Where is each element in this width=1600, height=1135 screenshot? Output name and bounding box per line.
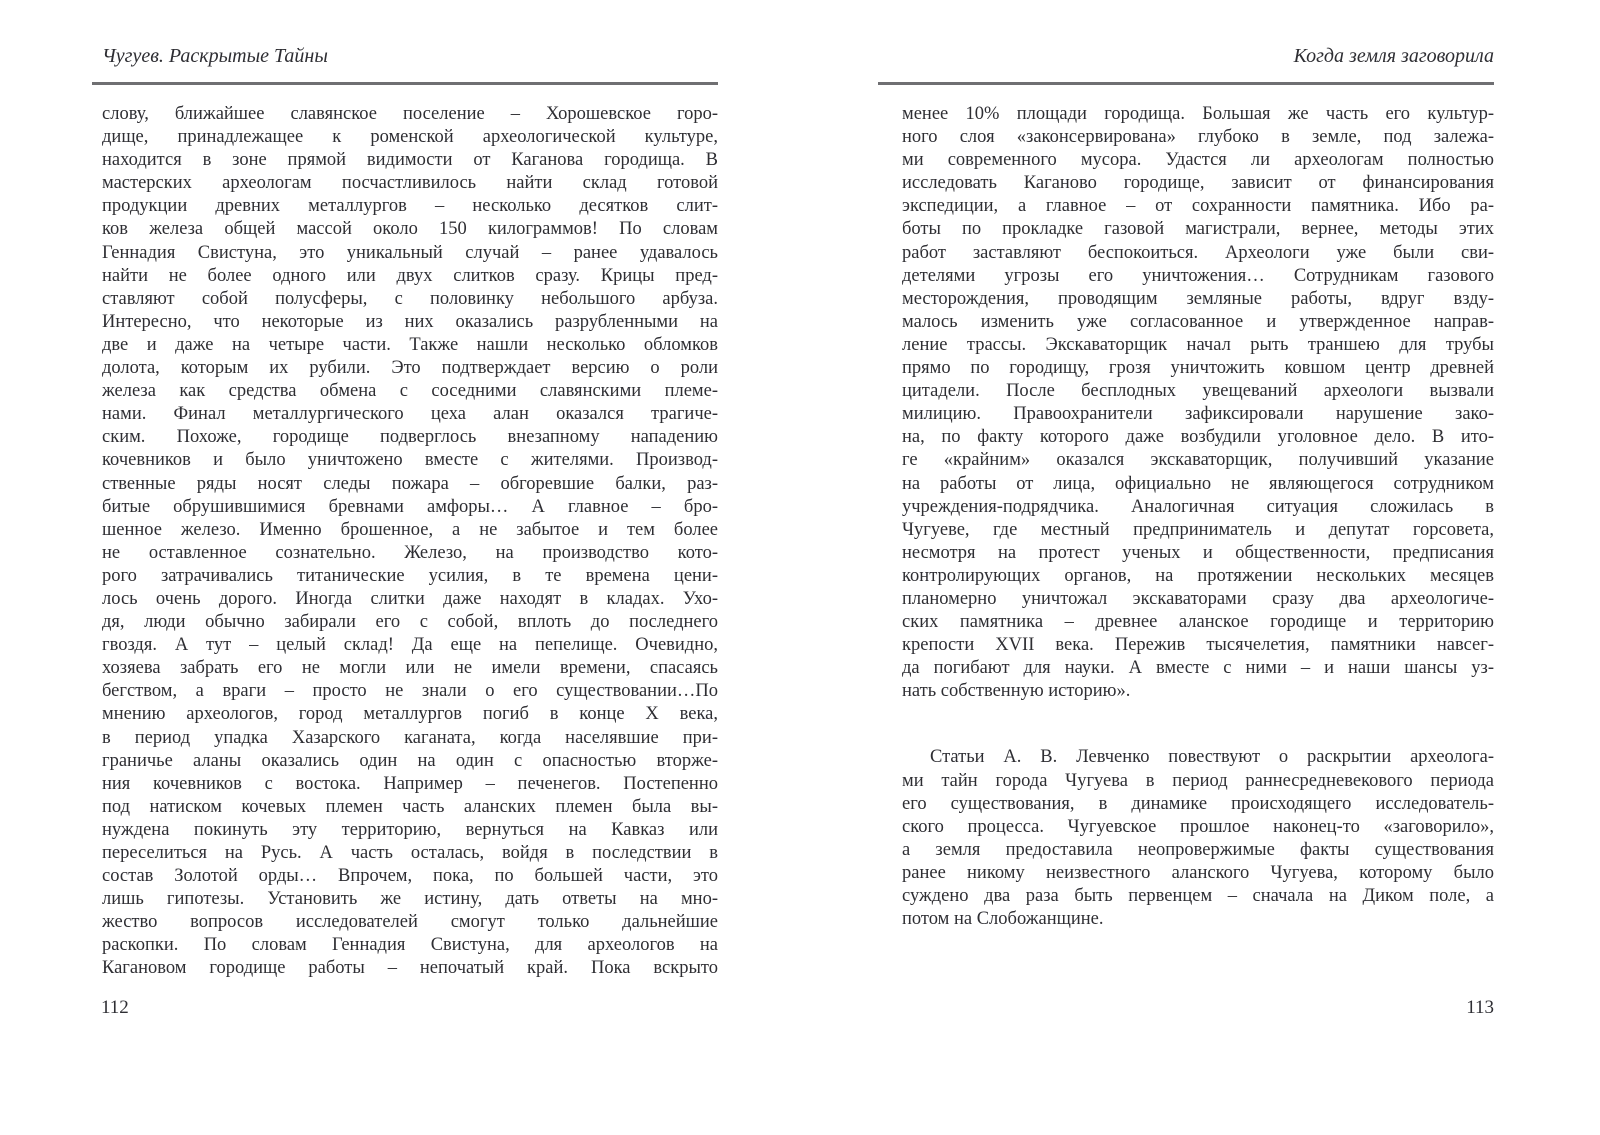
page-right-paragraph-1	[902, 103, 1494, 703]
text-line: исследовать Каганово городище, зависит от финансирования	[902, 173, 1494, 194]
text-line: мнению археологов, город металлургов погиб в конце X века,	[102, 704, 718, 725]
text-line: раскопки. По словам Геннадия Свистуна, для археологов на	[102, 935, 718, 956]
header-rule-left	[92, 82, 718, 85]
text-line: Чугуеве, где местный предприниматель и депутат горсовета,	[902, 519, 1494, 540]
text-line: не оставленное сознательно. Железо, на производство кото-	[102, 542, 718, 563]
text-line: долота, которым их рубили. Это подтверждает версию о роли	[102, 358, 718, 379]
text-line: малось изменить уже согласованное и утвержденное направ-	[902, 311, 1494, 332]
text-line: ских памятника – древнее аланское городище и территорию	[902, 612, 1494, 633]
text-line: ление трассы. Экскаваторщик начал рыть траншею для трубы	[902, 334, 1494, 355]
text-line: потом на Слобожанщине.	[902, 909, 1104, 930]
text-line: мастерских археологам посчастливилось найти склад готовой	[102, 173, 718, 194]
text-line: ми современного мусора. Удастся ли археологам полностью	[902, 150, 1494, 171]
text-line: под натиском кочевых племен часть аланских племен была вы-	[102, 796, 718, 817]
text-line: а земля предоставила неопровержимые факты существования	[902, 839, 1494, 860]
text-line: переселиться на Русь. А часть осталась, войдя в последствии в	[102, 843, 718, 863]
text-line: нуждена покинуть эту территорию, вернуться на Кавказ или	[102, 819, 718, 840]
text-line: шенное железо. Именно брошенное, а не забытое и тем более	[102, 519, 718, 540]
page-right-paragraph-2	[902, 746, 1494, 931]
page-right-body-text	[902, 103, 1494, 931]
text-line: дя, люди обычно забирали его с собой, вплоть до последнего	[102, 612, 718, 633]
text-line: Кагановом городище работы – непочатый край. Пока вскрыто	[102, 958, 718, 979]
text-line: ния кочевников с востока. Например – печенегов. Постепенно	[102, 773, 718, 794]
text-line: граничье аланы оказались один на один с опасностью вторже-	[102, 750, 718, 771]
text-line: ским. Похоже, городище подверглось внезапному нападению	[102, 427, 718, 448]
text-line: рого затрачивались титанические усилия, в те времена цени-	[102, 565, 718, 586]
text-line: месторождения, проводящим земляные работы, вдруг взду-	[902, 288, 1494, 309]
text-line: найти не более одного или двух слитков сразу. Крицы пред-	[102, 265, 718, 286]
text-line: на, по факту которого даже возбудили уголовное дело. В ито-	[902, 427, 1494, 448]
text-line: крепости XVII века. Пережив тысячелетия, памятники навсег-	[902, 635, 1494, 656]
header-rule-right	[878, 82, 1494, 85]
text-line: находится в зоне прямой видимости от Каганова городища. В	[102, 150, 718, 171]
text-line: несмотря на протест ученых и общественности, предписания	[902, 542, 1494, 563]
text-line: хозяева забрать его не могли или не имели времени, спасаясь	[102, 658, 718, 679]
text-line: нами. Финал металлургического цеха алан оказался трагиче-	[102, 404, 718, 425]
text-line: контролирующих органов, на протяжении нескольких месяцев	[902, 565, 1494, 586]
text-line: лишь гипотезы. Установить же истину, дать ответы на мно-	[102, 889, 718, 910]
text-line: продукции древних металлургов – несколько десятков слит-	[102, 196, 718, 217]
text-line: да погибают для науки. А вместе с ними – и наши шансы уз-	[902, 658, 1494, 679]
text-line: менее 10% площади городища. Большая же часть его культур-	[902, 104, 1494, 124]
text-line: милицию. Правоохранители зафиксировали нарушение зако-	[902, 404, 1494, 425]
text-line: суждено два раза быть первенцем – сначала на Диком поле, а	[902, 886, 1494, 906]
text-line: бегством, а враги – просто не знали о его существовании…По	[102, 681, 718, 702]
running-header-left: Чугуев. Раскрытые Тайны	[102, 45, 328, 67]
text-line: Статьи А. В. Левченко повествуют о раскрытии археолога-	[930, 747, 1494, 768]
text-line: цитадели. После бесплодных увещеваний археологи вызвали	[902, 381, 1494, 402]
text-line: в период упадка Хазарского каганата, когда населявшие при-	[102, 727, 718, 748]
page-number-right: 113	[1466, 997, 1494, 1018]
text-line: Геннадия Свистуна, это уникальный случай – ранее удавалось	[102, 242, 718, 263]
page-left-body-text	[102, 103, 718, 981]
text-line: кочевников и было уничтожено вместе с жителями. Производ-	[102, 450, 718, 471]
text-line: гвоздя. А тут – целый склад! Да еще на пепелище. Очевидно,	[102, 635, 718, 656]
text-line: учреждения-подрядчика. Аналогичная ситуация сложилась в	[902, 496, 1494, 517]
text-line: Интересно, что некоторые из них оказались разрубленными на	[102, 311, 718, 332]
page-number-left: 112	[101, 997, 129, 1018]
text-line: лось очень дорого. Иногда слитки даже находят в кладах. Ухо-	[102, 588, 718, 609]
text-line: прямо по городищу, грозя уничтожить ковшом центр древней	[902, 358, 1494, 379]
text-line: экспедиции, а главное – от сохранности памятника. Ибо ра-	[902, 196, 1494, 217]
text-line: ственные ряды носят следы пожара – обгоревшие балки, раз-	[102, 473, 718, 494]
text-line: ков железа общей массой около 150 килограммов! По словам	[102, 219, 718, 240]
running-header-right: Когда земля заговорила	[1293, 45, 1494, 67]
text-line: ставляют собой полусферы, с половинку небольшого арбуза.	[102, 288, 718, 309]
text-line: дище, принадлежащее к роменской археологической культуре,	[102, 127, 718, 148]
text-line: детелями угрозы его уничтожения… Сотрудникам газового	[902, 265, 1494, 286]
text-line: его существования, в динамике происходящего исследователь-	[902, 793, 1494, 814]
text-line: нать собственную историю».	[902, 681, 1131, 702]
text-line: состав Золотой орды… Впрочем, пока, по большей части, это	[102, 866, 718, 887]
text-line: ми тайн города Чугуева в период раннесредневекового периода	[902, 770, 1494, 791]
text-line: ского процесса. Чугуевское прошлое наконец-то «заговорило»,	[902, 816, 1494, 837]
text-line: боты по прокладке газовой магистрали, вернее, методы этих	[902, 219, 1494, 240]
text-line: ге «крайним» оказался экскаваторщик, получивший указание	[902, 450, 1494, 471]
text-line: две и даже на четыре части. Также нашли несколько обломков	[102, 334, 718, 355]
text-line: работ заставляют беспокоиться. Археологи уже были сви-	[902, 242, 1494, 263]
text-line: жество вопросов исследователей смогут только дальнейшие	[102, 912, 718, 933]
text-line: битые обрушившимися бревнами амфоры… А главное – бро-	[102, 496, 718, 517]
text-line: ного слоя «законсервирована» глубоко в земле, под залежа-	[902, 127, 1494, 148]
text-line: на работы от лица, официально не являющегося сотрудником	[902, 473, 1494, 494]
text-line: ранее никому неизвестного аланского Чугуева, которому было	[902, 862, 1494, 883]
text-line: планомерно уничтожал экскаваторами сразу два археологиче-	[902, 588, 1494, 609]
text-line: железа как средства обмена с соседними славянскими племе-	[102, 381, 718, 402]
text-line: слову, ближайшее славянское поселение – Хорошевское горо-	[102, 104, 718, 124]
